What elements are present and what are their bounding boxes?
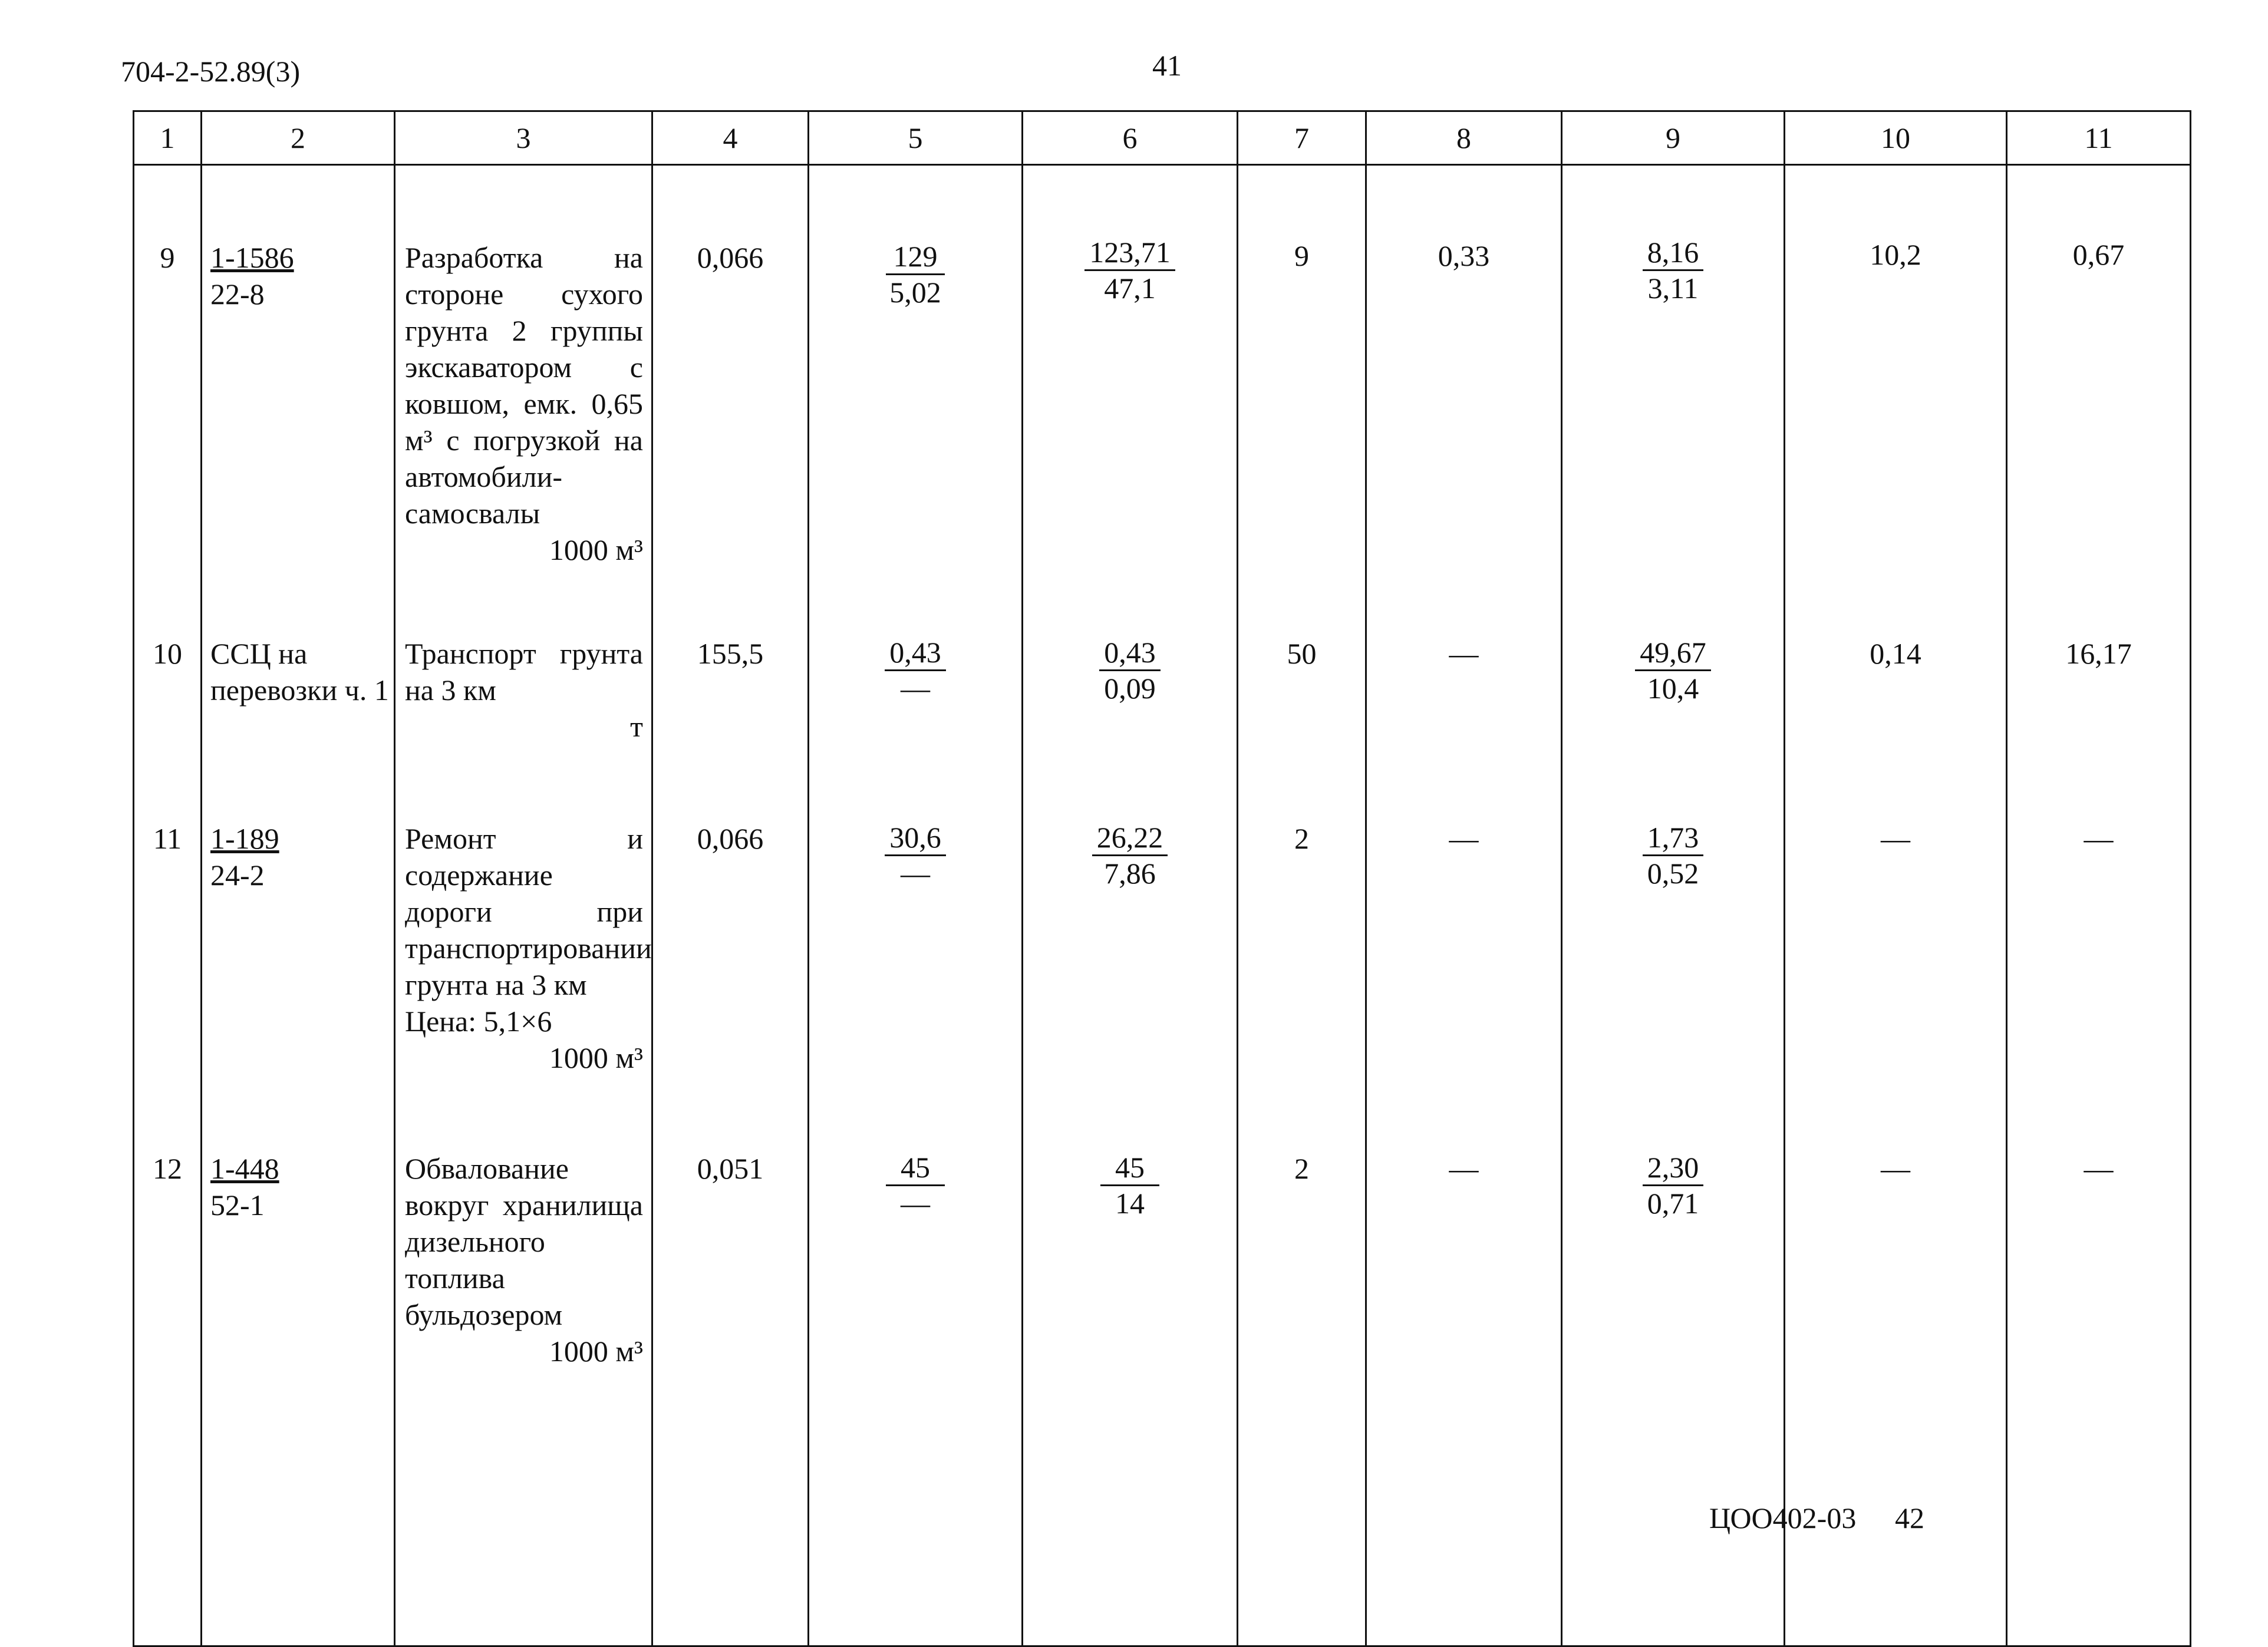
rate-code — [202, 165, 395, 636]
quantity: 155,5 — [652, 635, 809, 820]
column-header: 11 — [2007, 111, 2191, 165]
col8-value: — — [1366, 1150, 1562, 1646]
col8-value: 0,33 — [1366, 165, 1562, 636]
column-header: 3 — [395, 111, 652, 165]
rate-code-top: ССЦ на перевозки ч. 1 — [210, 637, 389, 707]
unit-label: 1000 м³ — [549, 1335, 643, 1368]
fraction-top: 8,16 — [1643, 235, 1704, 271]
fraction-bottom: — — [901, 672, 930, 705]
fraction-bottom: — — [901, 1187, 930, 1220]
unit-label: т — [630, 710, 643, 743]
rate-code-top: 1-1586 — [210, 241, 294, 274]
row-number: 12 — [134, 1150, 202, 1646]
fraction-top: 0,43 — [1099, 635, 1161, 671]
work-description — [395, 820, 652, 1150]
col6-value — [1023, 820, 1238, 1150]
fraction-bottom: 10,4 — [1647, 672, 1699, 705]
description-text: Обвалование вокруг хранилища дизельного топлива бульдозером — [405, 1152, 643, 1331]
fraction-bottom: 0,52 — [1647, 857, 1699, 890]
table-row — [134, 820, 2191, 1150]
col5-value — [809, 165, 1023, 636]
page-number: 41 — [1152, 49, 1182, 82]
quantity: 0,051 — [652, 1150, 809, 1646]
row-number: 9 — [134, 165, 202, 636]
fraction-bottom: 0,71 — [1647, 1187, 1699, 1220]
price-note: Цена: 5,1×6 — [405, 1005, 552, 1038]
col11-value: — — [2007, 1150, 2191, 1646]
fraction-top: 129 — [886, 239, 945, 275]
fraction-bottom: 3,11 — [1647, 272, 1699, 305]
document-code: 704-2-52.89(3) — [121, 55, 301, 88]
rate-code-top: 1-189 — [210, 822, 279, 855]
fraction-bottom: 14 — [1115, 1187, 1145, 1220]
fraction-top: 49,67 — [1635, 635, 1711, 671]
footer-code: ЦОО402-03 — [1709, 1501, 1857, 1534]
col9-value — [1562, 820, 1785, 1150]
col8-value: — — [1366, 820, 1562, 1150]
col9-value — [1562, 1150, 1785, 1646]
col5-value — [809, 1150, 1023, 1646]
estimate-table — [133, 110, 2191, 1647]
col7-value: 50 — [1238, 635, 1366, 820]
rate-code-bottom: 24-2 — [210, 859, 265, 892]
row-number: 11 — [134, 820, 202, 1150]
rate-code — [202, 1150, 395, 1646]
column-header: 6 — [1023, 111, 1238, 165]
col6-value — [1023, 1150, 1238, 1646]
description-text: Ремонт и содержание дороги при транспортировании грунта на 3 км — [405, 822, 652, 1001]
col9-value — [1562, 635, 1785, 820]
col7-value: 2 — [1238, 820, 1366, 1150]
col6-value — [1023, 165, 1238, 636]
row-number: 10 — [134, 635, 202, 820]
description-text: Разработка на стороне сухого грунта 2 группы экскаватором с ковшом, емк. 0,65 м³ с погрузкой на автомобили-самосвалы — [405, 241, 643, 530]
col8-value: — — [1366, 635, 1562, 820]
description-text: Транспорт грунта на 3 км — [405, 637, 643, 707]
work-description — [395, 635, 652, 820]
column-header: 9 — [1562, 111, 1785, 165]
fraction-top: 0,43 — [885, 635, 946, 671]
work-description — [395, 1150, 652, 1646]
col7-value: 2 — [1238, 1150, 1366, 1646]
rate-code — [202, 820, 395, 1150]
quantity: 0,066 — [652, 165, 809, 636]
fraction-top: 1,73 — [1643, 820, 1704, 856]
col11-value: 16,17 — [2007, 635, 2191, 820]
col10-value: — — [1785, 1150, 2007, 1646]
fraction-top: 45 — [886, 1150, 945, 1186]
fraction-top: 30,6 — [885, 820, 946, 856]
column-header: 8 — [1366, 111, 1562, 165]
col10-value: — — [1785, 820, 2007, 1150]
col11-value: — — [2007, 820, 2191, 1150]
column-header: 10 — [1785, 111, 2007, 165]
fraction-top: 26,22 — [1092, 820, 1168, 856]
fraction-bottom: 5,02 — [889, 276, 941, 309]
fraction-bottom: 0,09 — [1104, 672, 1156, 705]
column-header: 7 — [1238, 111, 1366, 165]
fraction-top: 2,30 — [1643, 1150, 1704, 1186]
rate-code-bottom: 22-8 — [210, 278, 265, 311]
table-row — [134, 165, 2191, 636]
rate-code-bottom: 52-1 — [210, 1189, 265, 1222]
fraction-top: 45 — [1100, 1150, 1159, 1186]
fraction-top: 123,71 — [1084, 235, 1175, 271]
col5-value — [809, 820, 1023, 1150]
col10-value: 0,14 — [1785, 635, 2007, 820]
column-numbers-row — [134, 111, 2191, 165]
column-header: 1 — [134, 111, 202, 165]
col10-value: 10,2 — [1785, 165, 2007, 636]
quantity: 0,066 — [652, 820, 809, 1150]
column-header: 4 — [652, 111, 809, 165]
footer-number: 42 — [1895, 1501, 1924, 1534]
col7-value: 9 — [1238, 165, 1366, 636]
table-row — [134, 1150, 2191, 1646]
fraction-bottom: 47,1 — [1104, 272, 1156, 305]
col9-value — [1562, 165, 1785, 636]
col11-value: 0,67 — [2007, 165, 2191, 636]
unit-label: 1000 м³ — [549, 1041, 643, 1074]
rate-code — [202, 635, 395, 820]
unit-label: 1000 м³ — [549, 533, 643, 566]
col5-value — [809, 635, 1023, 820]
fraction-bottom: 7,86 — [1104, 857, 1156, 890]
rate-code-top: 1-448 — [210, 1152, 279, 1185]
column-header: 5 — [809, 111, 1023, 165]
table-row — [134, 635, 2191, 820]
column-header: 2 — [202, 111, 395, 165]
work-description — [395, 165, 652, 636]
fraction-bottom: — — [901, 857, 930, 890]
col6-value — [1023, 635, 1238, 820]
